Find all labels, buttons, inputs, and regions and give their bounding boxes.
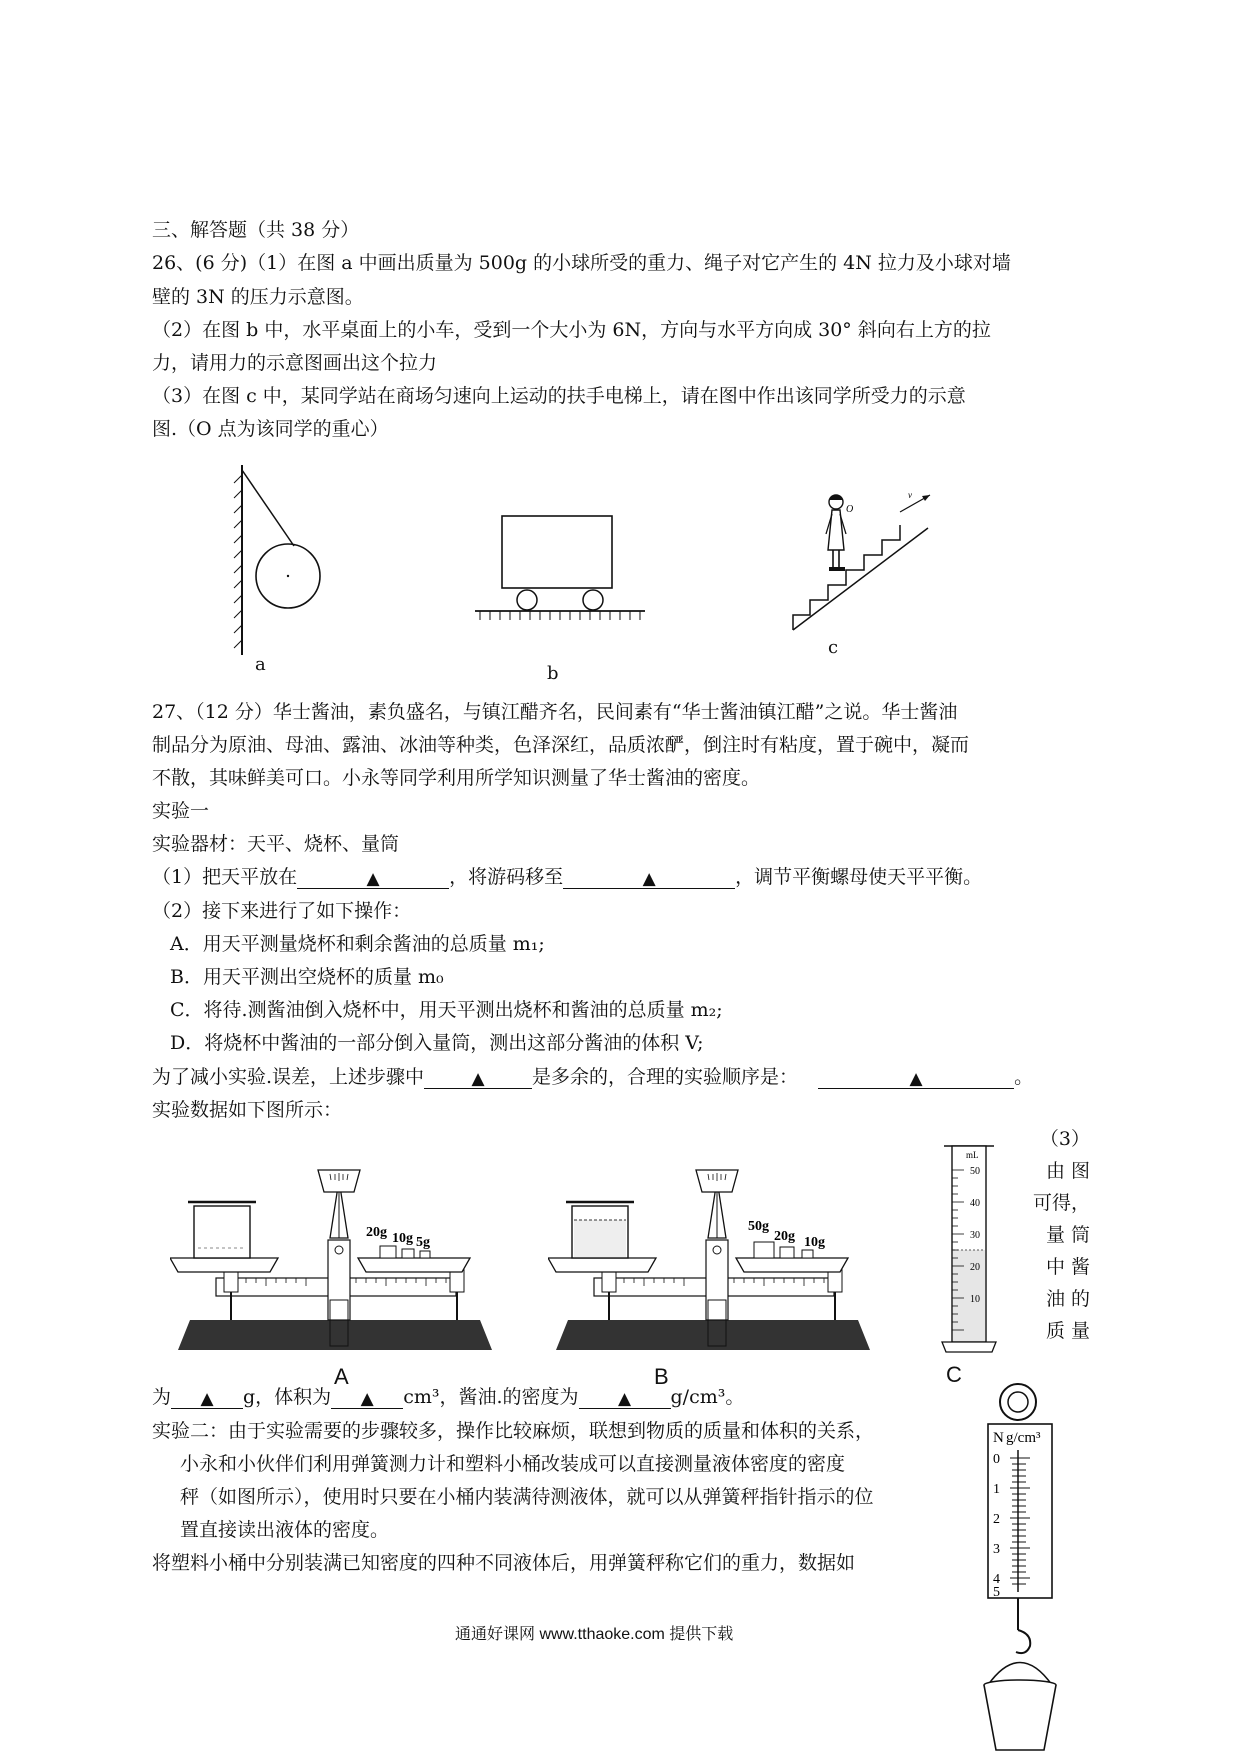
q3-text-c: cm³，酱油.的密度为 [403, 1386, 579, 1408]
q3-text-d: g/cm³。 [670, 1386, 745, 1408]
q3-side-text [1030, 1123, 1090, 1347]
spring-tick-4: 4 [993, 1572, 1000, 1587]
exp2-line1: 实验二：由于实验需要的步骤较多，操作比较麻烦，联想到物质的质量和体积的关系， [152, 1420, 875, 1442]
q3-blank-mass[interactable]: ▲ [171, 1386, 243, 1409]
figure-a-ball-wall [228, 460, 348, 660]
error-line [152, 1065, 1033, 1089]
q27-step2: （2）接下来进行了如下操作： [152, 900, 412, 922]
spring-tick-3: 3 [993, 1542, 1000, 1557]
balance-b-weight-2: 20g [774, 1229, 795, 1244]
q26-line4: 力，请用力的示意图画出这个拉力 [152, 352, 438, 374]
figure-c-o-label: O [846, 504, 854, 515]
balance-b-weight-3: 10g [804, 1235, 825, 1250]
data-line: 实验数据如下图所示： [152, 1099, 343, 1121]
q26-line6: 图.（O 点为该同学的重心） [152, 418, 389, 440]
cylinder-tick-10: 10 [970, 1294, 980, 1305]
cylinder-label: C [946, 1362, 962, 1387]
exp1-equipment: 实验器材：天平、烧杯、量筒 [152, 833, 400, 855]
q26-line2: 壁的 3N 的压力示意图。 [152, 286, 364, 308]
spring-scale-density [976, 1380, 1076, 1754]
figure-c-v-label: v [908, 490, 912, 500]
cylinder-unit: mL [966, 1150, 979, 1160]
spring-header-n: N [993, 1430, 1004, 1446]
side-text-5: 中 酱 [1045, 1256, 1090, 1278]
error-text-b: 是多余的，合理的实验顺序是： [532, 1066, 799, 1088]
spring-tick-2: 2 [993, 1512, 1000, 1527]
exp1-title: 实验一 [152, 800, 210, 822]
error-text-c: 。 [1014, 1066, 1034, 1088]
q27-line2: 制品分为原油、母油、露油、冰油等种类，色泽深红，品质浓酽，倒注时有粘度，置于碗中，凝而 [152, 734, 970, 756]
q3-blank-volume[interactable]: ▲ [331, 1386, 403, 1409]
side-text-3: 可得， [1032, 1192, 1090, 1214]
figure-a-label: a [255, 654, 266, 675]
q3-blank-density[interactable]: ▲ [579, 1386, 671, 1409]
step1-blank-2[interactable]: ▲ [563, 866, 735, 889]
operation-c: C．将待.测酱油倒入烧杯中，用天平测出烧杯和酱油的总质量 m₂; [170, 999, 723, 1021]
side-text-4: 量 筒 [1045, 1224, 1090, 1246]
exp2-line4: 置直接读出液体的密度。 [180, 1519, 390, 1541]
measuring-cylinder [936, 1140, 1006, 1360]
spring-tick-1: 1 [993, 1482, 1000, 1497]
spring-tick-5: 5 [993, 1585, 1000, 1600]
operation-d: D．将烧杯中酱油的一部分倒入量筒，测出这部分酱油的体积 V; [170, 1032, 704, 1054]
step1-text-a: （1）把天平放在 [152, 866, 298, 888]
q26-line1: 26、(6 分)（1）在图 a 中画出质量为 500g 的小球所受的重力、绳子对它产生的 4N 拉力及小球对墙 [152, 252, 1011, 274]
q27-line3: 不散，其味鲜美可口。小永等同学利用所学知识测量了华士酱油的密度。 [152, 767, 761, 789]
cylinder-tick-20: 20 [970, 1262, 980, 1273]
exp2-line2: 小永和小伙伴们利用弹簧测力计和塑料小桶改装成可以直接测量液体密度的密度 [180, 1453, 846, 1475]
balance-a-weight-2: 10g [392, 1231, 413, 1246]
balance-a-weight-1: 20g [366, 1225, 387, 1240]
step1-blank-1[interactable]: ▲ [297, 866, 449, 889]
cylinder-tick-40: 40 [970, 1198, 980, 1209]
q3-text-a: 为 [152, 1386, 172, 1408]
exp2-line3: 秤（如图所示），使用时只要在小桶内装满待测液体，就可以从弹簧秤指针指示的位 [180, 1486, 874, 1508]
q26-line3: （2）在图 b 中，水平桌面上的小车，受到一个大小为 6N，方向与水平方向成 30° 斜向右上方的拉 [152, 319, 991, 341]
cylinder-tick-30: 30 [970, 1230, 980, 1241]
error-blank-2[interactable]: ▲ [818, 1066, 1014, 1089]
side-text-6: 油 的 [1045, 1288, 1090, 1310]
side-text-2: 由 图 [1045, 1160, 1090, 1182]
operation-b: B．用天平测出空烧杯的质量 m₀ [170, 966, 444, 988]
error-text-a: 为了减小实验.误差，上述步骤中 [152, 1066, 425, 1088]
q3-text-b: g，体积为 [243, 1386, 332, 1408]
side-text-1: （3） [1039, 1128, 1090, 1150]
balance-b-label: B [654, 1364, 669, 1389]
balance-b-weight-1: 50g [748, 1219, 769, 1234]
balance-b [548, 1150, 896, 1360]
balance-a-label: A [334, 1364, 349, 1389]
cylinder-tick-50: 50 [970, 1166, 980, 1177]
figure-c-escalator [788, 490, 938, 640]
spring-header-unit: g/cm³ [1006, 1430, 1041, 1446]
q3-answer-line [152, 1385, 744, 1409]
balance-a-weight-3: 5g [416, 1235, 430, 1250]
section-title: 三、解答题（共 38 分） [152, 219, 360, 241]
side-text-7: 质 量 [1045, 1320, 1090, 1342]
balance-a [170, 1150, 518, 1360]
error-blank-1[interactable]: ▲ [424, 1066, 532, 1089]
figure-b-cart [470, 508, 650, 648]
q27-line1: 27、（12 分）华士酱油，素负盛名，与镇江醋齐名，民间素有“华士酱油镇江醋”之说。华士酱油 [152, 701, 958, 723]
q26-line5: （3）在图 c 中，某同学站在商场匀速向上运动的扶手电梯上，请在图中作出该同学所受力的示意 [152, 385, 966, 407]
spring-tick-0: 0 [993, 1452, 1000, 1467]
figure-b-label: b [547, 663, 559, 684]
figure-c-label: c [828, 637, 839, 658]
page-footer: 通通好课网 www.tthaoke.com 提供下载 [455, 1626, 734, 1643]
step1-text-c: ，调节平衡螺母使天平平衡。 [735, 866, 983, 888]
step1-text-b: ，将游码移至 [449, 866, 564, 888]
q27-step1 [152, 865, 982, 889]
operation-a: A．用天平测量烧杯和剩余酱油的总质量 m₁; [170, 933, 545, 955]
exp2-line5: 将塑料小桶中分别装满已知密度的四种不同液体后，用弹簧秤称它们的重力，数据如 [152, 1552, 856, 1574]
